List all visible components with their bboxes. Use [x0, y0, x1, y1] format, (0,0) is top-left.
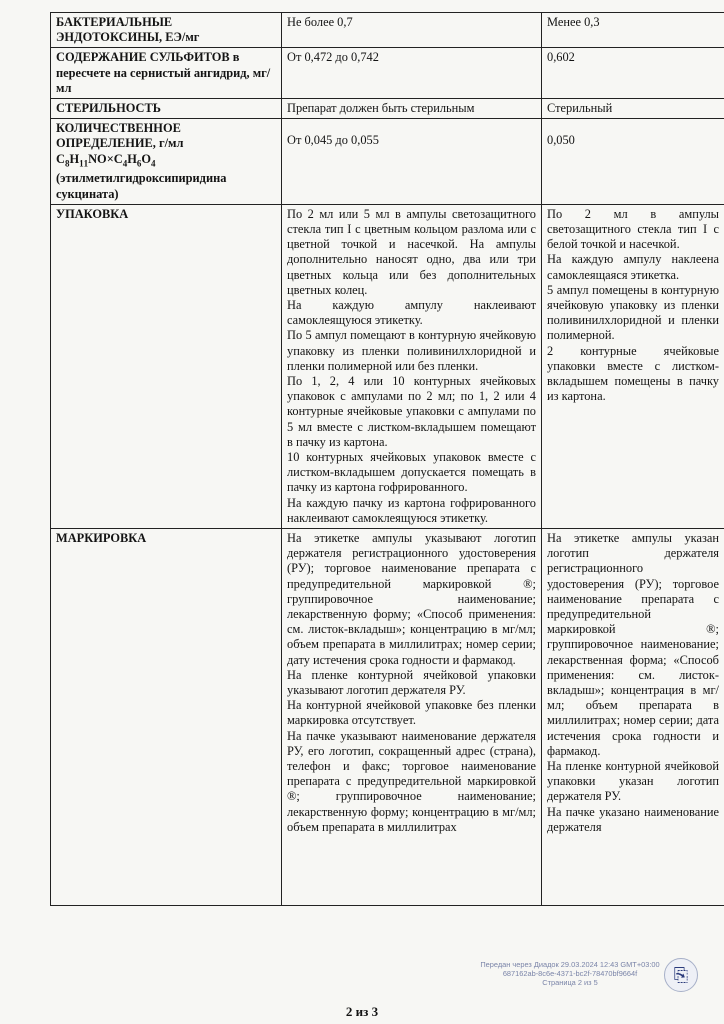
- edo-stamp: [455, 960, 685, 988]
- row-value-text: Менее 0,3: [547, 15, 600, 29]
- edo-stamp-line: Передан через Диадок 29.03.2024 12:43 GMT+03:00: [480, 960, 660, 969]
- row-name-note: (этилметилгидроксипиридина сукцината): [56, 171, 227, 201]
- table-row: [51, 99, 724, 119]
- row-spec-text: На каждую пачку из картона гофрированного наклеивают самоклеящуюся этикетку.: [287, 495, 536, 525]
- row-value-text: 2 контурные ячейковые упаковки вместе с листком-вкладышем помещены в пачку из картона.: [547, 343, 719, 404]
- row-value-text: Стерильный: [547, 101, 613, 116]
- row-name: МАРКИРОВКА: [56, 530, 147, 545]
- row-value-text: 0,602: [547, 50, 575, 65]
- row-spec-cell: [282, 528, 542, 905]
- row-value-cell: [542, 13, 724, 48]
- row-spec-text: От 0,472 до 0,742: [287, 50, 379, 65]
- row-name-cell: [51, 13, 282, 48]
- row-name-cell: [51, 528, 282, 905]
- row-spec-text: На каждую ампулу наклеивают самоклеящуюся этикетку.: [287, 297, 536, 328]
- row-value-cell: [542, 528, 724, 905]
- row-value-text: На этикетке ампулы указан логотип держателя регистрационного удостоверения (РУ); торговое наименование препарата с предупредительной маркировкой ®; группировочное наименование; лекарственная форма; «Способ применения: см. листок-вкладыш»; концентрация в мг/мл; объем препарата в миллилитрах; номер серии; дата истечения срока годности и фармакод.: [547, 530, 719, 758]
- row-spec-cell: [282, 13, 542, 48]
- row-spec-cell: [282, 48, 542, 99]
- row-spec-text: На пачке указывают наименование держателя РУ, его логотип, сокращенный адрес (страна), телефон и факс; торговое наименование препарата с предупредительной маркировкой ®; группировочное наименование; лекарственную форму; концентрацию в мг/мл; объем препарата в миллилитрах: [287, 728, 536, 834]
- row-spec-text: На этикетке ампулы указывают логотип держателя регистрационного удостоверения (РУ); торговое наименование препарата с предупредительной маркировкой ®; группировочное наименование; лекарственную форму; «Способ применения: см. листок-вкладыш»; концентрацию в мг/мл; объем препарата в миллилитрах; номер серии; дату истечения срока годности и фармакод.: [287, 530, 536, 667]
- row-value-text: На пленке контурной ячейковой упаковки указан логотип держателя РУ.: [547, 759, 719, 804]
- row-value-text: По 2 мл в ампулы светозащитного стекла тип I с белой точкой и насечкой.: [547, 206, 719, 252]
- row-value-cell: [542, 119, 724, 204]
- row-spec-text: Не более 0,7: [287, 15, 353, 29]
- row-name-formula: $C_8H_{11}NO\times C_4H_6O_4$: [56, 151, 156, 169]
- row-name: КОЛИЧЕСТВЕННОЕ ОПРЕДЕЛЕНИЕ, г/мл: [56, 121, 184, 151]
- row-spec-text: По 2 мл или 5 мл в ампулы светозащитного стекла тип I с цветным кольцом разлома или с цветной точкой и насечкой. На ампулы дополнительно наносят одно, два или три цветных кольца или без дополнительных цветных колец.: [287, 206, 536, 297]
- row-value-text: На пачке указано наименование держателя: [547, 804, 719, 834]
- page-number: 2 из 3: [345, 1004, 379, 1019]
- table-row: [51, 119, 724, 204]
- row-spec-cell: [282, 99, 542, 119]
- row-spec-text: На контурной ячейковой упаковке без пленки маркировка отсутствует.: [287, 698, 536, 728]
- row-spec-cell: [282, 204, 542, 528]
- row-spec-text: Препарат должен быть стерильным: [287, 101, 475, 116]
- row-value-cell: [542, 48, 724, 99]
- edo-stamp-line: 687162ab-8c6e-4371-bc2f-78470bf9664f: [502, 969, 638, 979]
- table-row: [51, 528, 724, 905]
- row-spec-text: От 0,045 до 0,055: [287, 133, 379, 148]
- row-value-text: 5 ампул помещены в контурную ячейковую упаковку из пленки поливинилхлоридной и пленки полимерной.: [547, 282, 719, 343]
- edo-logo-icon: ⎘: [664, 958, 698, 992]
- row-value-cell: [542, 99, 724, 119]
- row-spec-text: На пленке контурной ячейковой упаковки указывают логотип держателя РУ.: [287, 667, 536, 697]
- specification-table: [50, 12, 724, 906]
- row-name: УПАКОВКА: [56, 206, 129, 221]
- row-spec-text: По 1, 2, 4 или 10 контурных ячейковых упаковок с ампулами по 2 мл; по 1, 2 или 4 контурные ячейковые упаковки с ампулами по 5 мл вместе с листком-вкладышем помещают в пачку из картона.: [287, 373, 536, 449]
- row-value-text: 0,050: [547, 133, 575, 148]
- row-value-cell: [542, 204, 724, 528]
- table-row: [51, 48, 724, 99]
- row-name-cell: [51, 48, 282, 99]
- row-name: СТЕРИЛЬНОСТЬ: [56, 101, 161, 116]
- row-spec-text: По 5 ампул помещают в контурную ячейковую упаковку из пленки поливинилхлоридной и пленки полимерной или без пленки.: [287, 328, 536, 373]
- table-row: [51, 13, 724, 48]
- row-name: СОДЕРЖАНИЕ СУЛЬФИТОВ в пересчете на сернистый ангидрид, мг/мл: [56, 50, 271, 95]
- table-row: [51, 204, 724, 528]
- row-value-text: На каждую ампулу наклеена самоклеящаяся этикетка.: [547, 252, 719, 282]
- row-name-cell: [51, 119, 282, 204]
- row-name-cell: [51, 204, 282, 528]
- edo-stamp-line: Страница 2 из 5: [542, 978, 598, 988]
- row-spec-cell: [282, 119, 542, 204]
- row-spec-text: 10 контурных ячейковых упаковок вместе с листком-вкладышем допускается помещать в пачку из картона гофрированного.: [287, 449, 536, 495]
- row-name: БАКТЕРИАЛЬНЫЕ ЭНДОТОКСИНЫ, ЕЭ/мг: [56, 15, 200, 45]
- row-name-cell: [51, 99, 282, 119]
